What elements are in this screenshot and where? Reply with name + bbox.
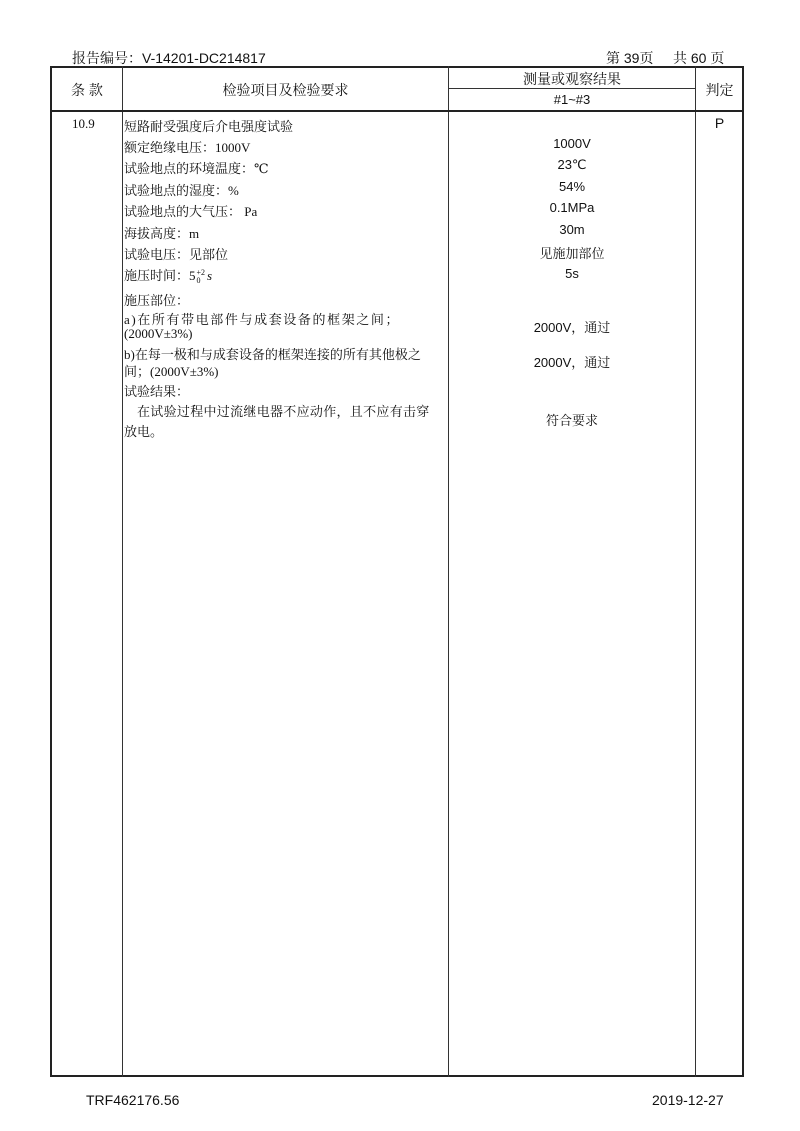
value-humidity: 54% [558,179,586,194]
requirement-pressure: 试验地点的大气压： Pa [124,204,258,219]
col-header-item: 检验项目及检验要求 [222,82,349,98]
value-result: 符合要求 [545,413,598,428]
position-b-line2: 间；(2000V±3%) [124,364,219,379]
col-divider-clause [122,66,123,1077]
duration-label: 施压时间： [124,268,190,283]
col-header-sample: #1~#3 [553,92,591,107]
position-a-line1: a)在所有带电部件与成套设备的框架之间； [124,312,401,327]
value-test-voltage: 见施加部位 [539,246,605,261]
position-a-line2: (2000V±3%) [124,326,193,341]
verdict-value: P [714,115,725,131]
positions-title: 施压部位： [124,293,190,308]
value-duration: 5s [565,266,579,281]
requirement-duration [124,265,212,285]
col-divider-result [695,66,696,1077]
requirement-test-voltage: 试验电压：见部位 [124,247,229,262]
result-title: 试验结果： [124,384,190,399]
page-number: 第 39页 [606,50,654,66]
duration-lower-tolerance: 0 [196,276,201,286]
value-rated-voltage: 1000V [553,136,591,151]
col-header-verdict: 判定 [705,82,734,98]
value-position-a: 2000V，通过 [533,320,611,335]
requirement-temperature: 试验地点的环境温度：℃ [124,161,269,176]
value-position-b: 2000V，通过 [533,355,611,370]
revision-date: 2019-12-27 [652,1092,724,1108]
col-header-results: 测量或观察结果 [523,71,621,87]
duration-unit: s [207,268,213,283]
header-rule [50,110,744,112]
test-title: 短路耐受强度后介电强度试验 [124,119,294,134]
value-temperature: 23℃ [557,157,587,172]
duration-base: 5 [189,268,196,283]
report-number: 报告编号：V-14201-DC214817 [72,50,266,66]
position-b-line1: b)在每一极和与成套设备的框架连接的所有其他极之 [124,347,421,362]
requirement-altitude: 海拔高度：m [124,226,200,241]
result-line1: 在试验过程中过流继电器不应动作，且不应有击穿 [137,404,430,419]
col-divider-item [448,66,449,1077]
form-number: TRF462176.56 [86,1092,180,1108]
requirement-rated-voltage: 额定绝缘电压：1000V [124,140,251,155]
col-header-clause: 条 款 [71,82,103,98]
clause-number: 10.9 [72,116,95,131]
value-pressure: 0.1MPa [549,200,595,215]
page-total: 共 60 页 [673,50,725,66]
value-altitude: 30m [559,222,585,237]
result-line2: 放电。 [124,424,164,439]
duration-upper-tolerance: +2 [196,268,206,278]
requirement-humidity: 试验地点的湿度：% [124,183,239,198]
